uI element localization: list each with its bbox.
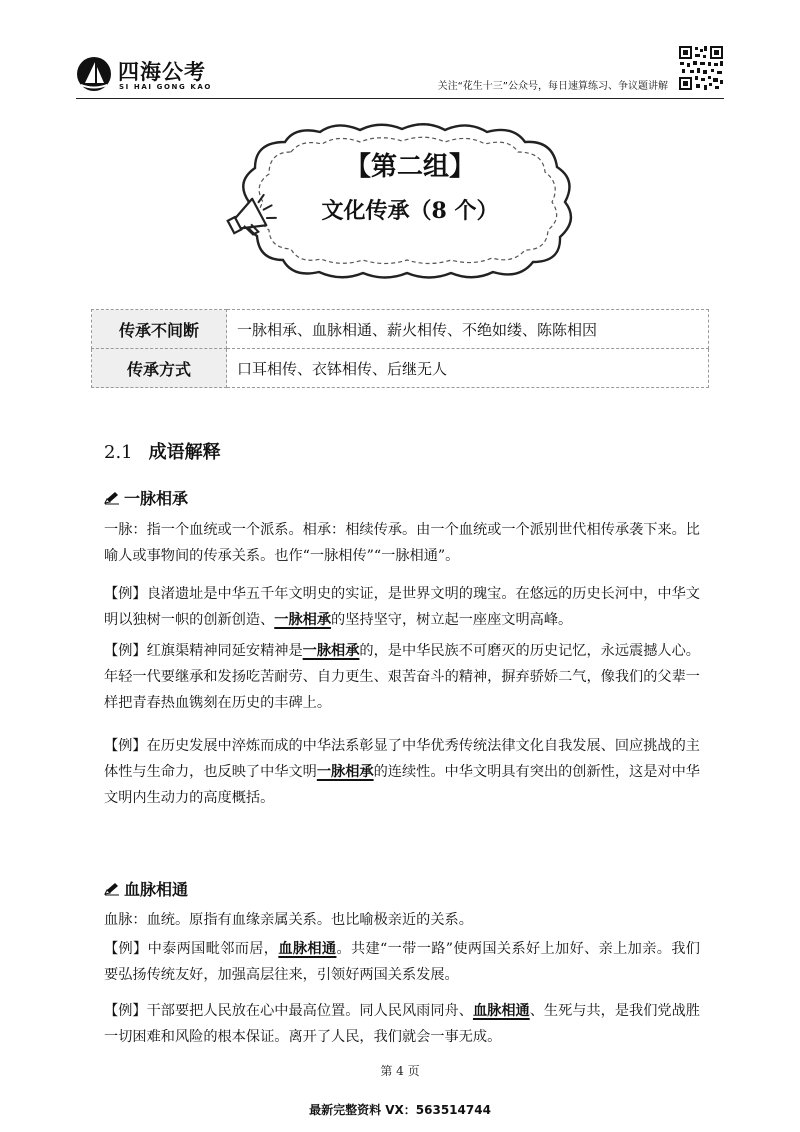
example-text: 【例】中泰两国毗邻而居， bbox=[104, 941, 279, 957]
sihai-logo-icon bbox=[76, 56, 112, 92]
header-rule bbox=[76, 98, 724, 99]
idiom-keyword: 一脉相承 bbox=[316, 764, 374, 780]
pencil-icon bbox=[104, 491, 120, 505]
section-title: 成语解释 bbox=[148, 442, 221, 463]
example-text: 的，是中华民族不可磨灭的历史记忆，永远震撼人心。年轻一代要继承和发扬吃苦耐劳、自力更生、艰苦奋斗的精神，摒弃骄娇二气，像我们的父辈一样把青春热血镌刻在历史的丰碑上。 bbox=[104, 643, 700, 711]
table-row bbox=[92, 349, 709, 388]
row-value: 一脉相承、血脉相通、薪火相传、不绝如缕、陈陈相因 bbox=[227, 310, 709, 349]
idiom-keyword: 血脉相通 bbox=[278, 941, 337, 957]
row-label: 传承方式 bbox=[92, 349, 227, 388]
example-paragraph bbox=[104, 733, 700, 811]
idiom-heading bbox=[104, 486, 188, 509]
idiom-title: 血脉相通 bbox=[124, 880, 189, 899]
row-value: 口耳相传、衣钵相传、后继无人 bbox=[227, 349, 709, 388]
table-row bbox=[92, 310, 709, 349]
example-text: 【例】良渚遗址是中华五千年文明史的实证，是世界文明的瑰宝。在悠远的历史长河中，中华文明以独树一帜的创新创造、 bbox=[104, 586, 700, 628]
brand-name-pinyin: SI HAI GONG KAO bbox=[119, 83, 212, 91]
idiom-keyword: 一脉相承 bbox=[274, 612, 332, 628]
row-label: 传承不间断 bbox=[92, 310, 227, 349]
example-text: 的坚持坚守，树立起一座座文明高峰。 bbox=[331, 612, 573, 628]
footer-contact: 最新完整资料 VX：563514744 bbox=[309, 1103, 491, 1117]
example-text: 【例】在历史发展中淬炼而成的中华法系彰显了中华优秀传统法律文化自我发展、回应挑战的主体性与生命力，也反映了中华文明 bbox=[104, 738, 700, 780]
example-text: 、生死与共，是我们党战胜一切困难和风险的根本保证。离开了人民，我们就会一事无成。 bbox=[104, 1003, 700, 1045]
example-text: 的连续性。中华文明具有突出的创新性，这是对中华文明内生动力的高度概括。 bbox=[104, 764, 700, 806]
section-heading bbox=[104, 438, 221, 464]
page-number: 第 4 页 bbox=[380, 1064, 420, 1078]
idiom-keyword: 一脉相承 bbox=[302, 643, 360, 659]
follow-notice: 关注“花生十三”公众号，每日速算练习、争议题讲解 bbox=[437, 81, 668, 92]
pencil-icon bbox=[104, 882, 120, 896]
idiom-keyword: 血脉相通 bbox=[472, 1003, 530, 1019]
example-text: 。共建“一带一路”使两国关系好上加好、亲上加亲。我们要弘扬传统友好，加强高层往来，引领好两国关系发展。 bbox=[104, 941, 700, 983]
idiom-title: 一脉相承 bbox=[124, 489, 189, 508]
idiom-heading bbox=[104, 877, 188, 900]
example-paragraph bbox=[104, 638, 700, 716]
idiom-definition: 血脉：血统。原指有血缘亲属关系。也比喻极亲近的关系。 bbox=[104, 912, 473, 928]
topic-title: 文化传承（8 个） bbox=[321, 198, 499, 224]
example-text: 【例】干部要把人民放在心中最高位置。同人民风雨同舟、 bbox=[104, 1003, 473, 1019]
idiom-definition: 一脉：指一个血统或一个派系。相承：相续传承。由一个血统或一个派别世代相传承袭下来。比喻人或事物间的传承关系。也作“一脉相传”“一脉相通”。 bbox=[104, 522, 700, 564]
example-text: 【例】红旗渠精神同延安精神是 bbox=[104, 643, 303, 659]
example-paragraph bbox=[104, 581, 700, 633]
example-paragraph bbox=[104, 936, 700, 988]
qr-code-icon bbox=[678, 45, 724, 91]
brand-name: 四海公考 bbox=[118, 60, 206, 84]
idiom-category-table bbox=[91, 309, 709, 388]
group-title: 【第二组】 bbox=[344, 152, 475, 182]
example-paragraph bbox=[104, 998, 700, 1050]
section-number: 2.1 bbox=[104, 442, 133, 463]
